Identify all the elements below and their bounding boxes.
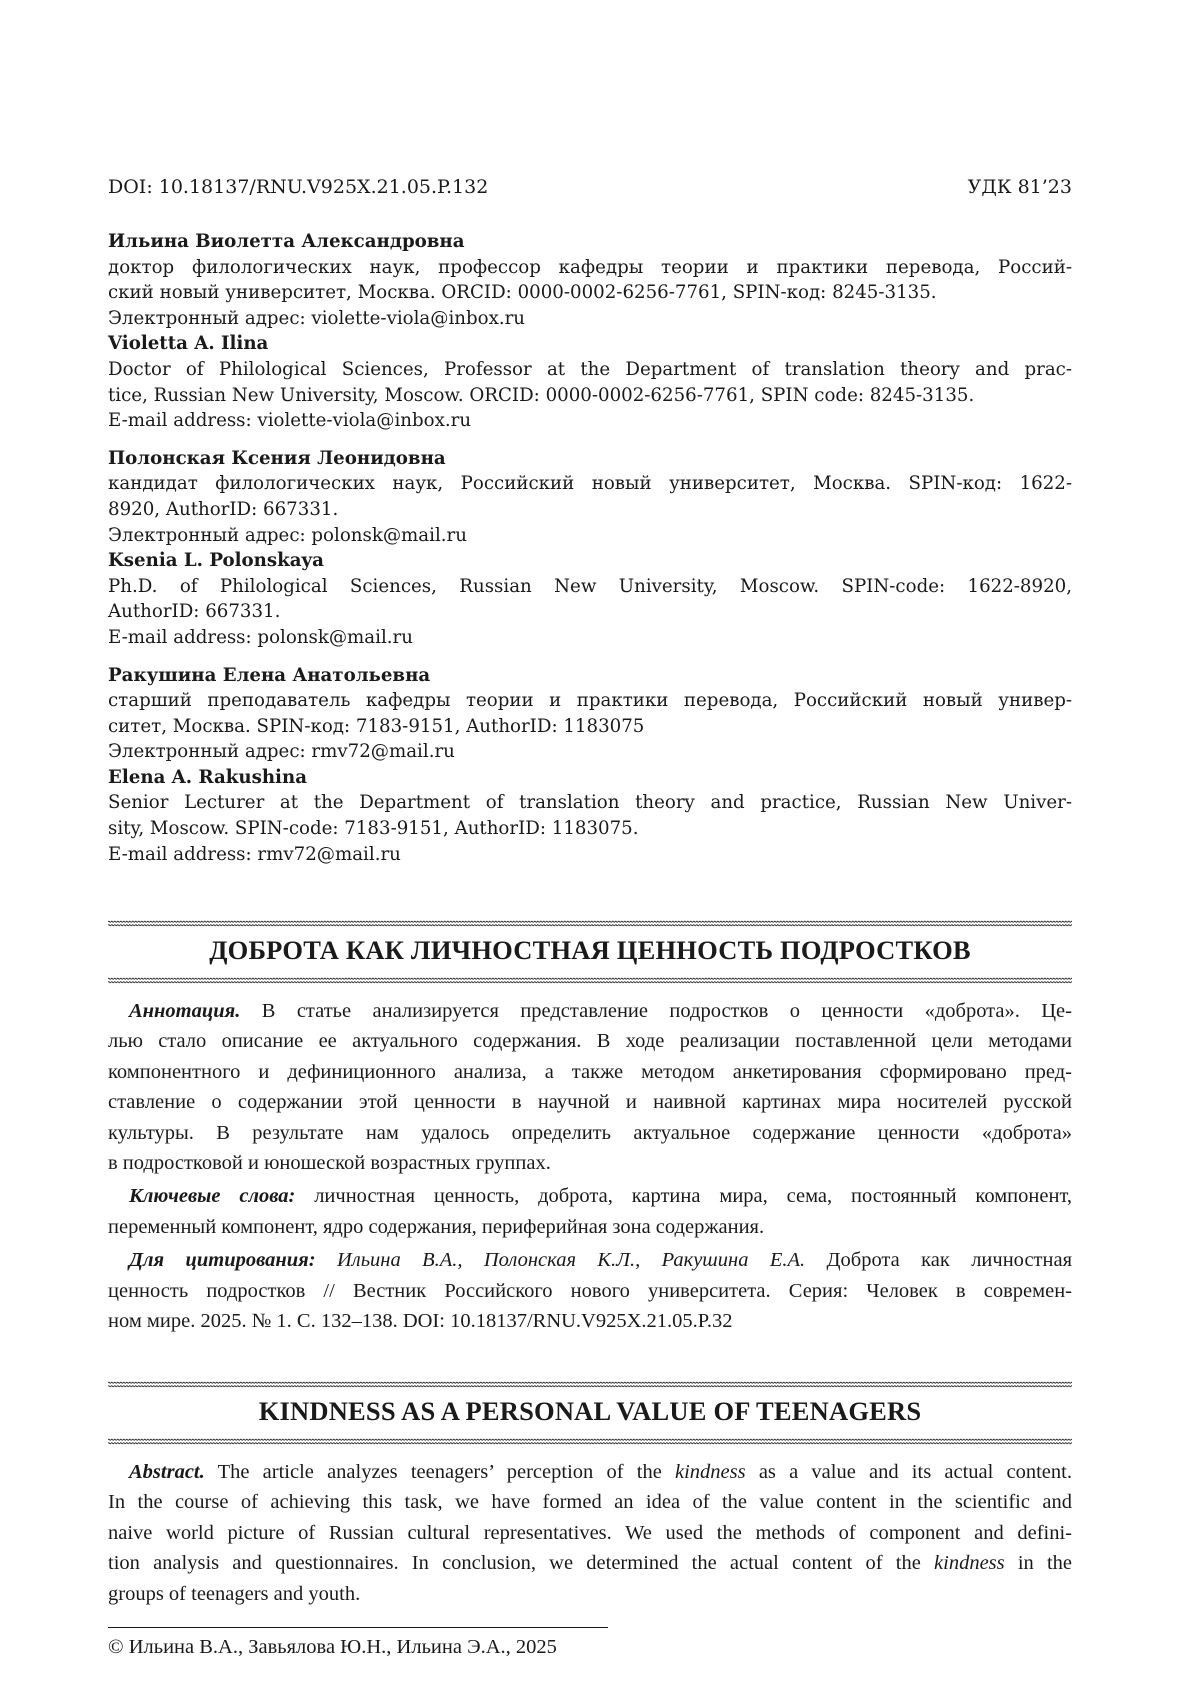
title-rule-bottom-en — [108, 1438, 1072, 1445]
author-affiliation-line: Senior Lecturer at the Department of translation theory and practice, Russian New Univer- — [108, 792, 1072, 814]
author-name-ru: Ильина Виолетта Александровна — [108, 231, 465, 252]
abstract-text: in the — [1004, 1552, 1072, 1575]
author-email: E-mail address: rmv72@mail.ru — [108, 843, 401, 865]
citation-text: Доброта как личностная — [805, 1249, 1073, 1272]
author-name-en: Elena A. Rakushina — [108, 766, 307, 788]
title-rule-top-ru — [108, 920, 1072, 927]
abstract-text: tion analysis and questionnaires. In conclusion, we determined the actual content of the — [108, 1552, 935, 1575]
citation-paragraph — [108, 1245, 1072, 1336]
keywords-label: Ключевые слова: — [129, 1185, 296, 1208]
annotation-paragraph — [108, 996, 1072, 1178]
abstract-term: kindness — [934, 1552, 1005, 1575]
author-email: E-mail address: polonsk@mail.ru — [108, 626, 413, 648]
abstract-line — [108, 1457, 1072, 1487]
author-email: Электронный адрес: polonsk@mail.ru — [108, 524, 467, 546]
author-affiliation-line: Doctor of Philological Sciences, Professor at the Department of translation theory and prac- — [108, 358, 1072, 380]
author-ru-3 — [108, 663, 1072, 765]
keywords-line: переменный компонент, ядро содержания, периферийная зона содержания. — [108, 1215, 765, 1238]
annotation-ru — [108, 996, 1072, 1339]
citation-line: ном мире. 2025. № 1. С. 132–138. DOI: 10.18137/RNU.V925X.21.05.P.32 — [108, 1310, 733, 1333]
author-affiliation-line: sity, Moscow. SPIN-code: 7183-9151, AuthorID: 1183075. — [108, 818, 639, 840]
author-name-ru: Ракушина Елена Анатольевна — [108, 664, 431, 686]
authors-block — [108, 229, 1072, 879]
udk-label: УДК 81’23 — [967, 176, 1072, 198]
author-affiliation-line: ситет, Москва. SPIN-код: 7183-9151, AuthorID: 1183075 — [108, 715, 645, 737]
author-name-en: Violetta A. Ilina — [108, 333, 269, 355]
annotation-line: культуры. В результате нам удалось определить актуальное содержание ценности «доброта» — [108, 1121, 1072, 1144]
author-affiliation-line: ский новый университет, Москва. ORCID: 0000-0002-6256-7761, SPIN-код: 8245-3135. — [108, 282, 937, 304]
annotation-line: ставление о содержании этой ценности в научной и наивной картинах мира носителей русской — [108, 1091, 1072, 1114]
author-name-ru: Полонская Ксения Леонидовна — [108, 447, 446, 469]
abstract-text: The article analyzes teenagers’ perception of the — [204, 1461, 675, 1483]
annotation-line: в подростковой и юношеской возрастных группах. — [108, 1152, 551, 1175]
abstract-label: Abstract. — [129, 1461, 205, 1483]
citation-authors: Ильина В.А., Полонская К.Л., Ракушина Е.А. — [315, 1249, 806, 1272]
keywords-line — [108, 1181, 1072, 1211]
author-en-1 — [108, 331, 1072, 433]
author-email: Электронный адрес: violette-viola@inbox.ru — [108, 307, 526, 329]
abstract-text: as a value and its actual content. — [745, 1461, 1072, 1483]
copyright-note: © Ильина В.А., Завьялова Ю.Н., Ильина Э.А., 2025 — [108, 1636, 557, 1658]
citation-line: ценность подростков // Вестник Российского нового университета. Серия: Человек в современ- — [108, 1279, 1072, 1302]
citation-line — [108, 1245, 1072, 1275]
author-affiliation-line: Ph.D. of Philological Sciences, Russian New University, Moscow. SPIN-code: 1622-8920, — [108, 575, 1072, 597]
title-rule-bottom-ru — [108, 977, 1072, 984]
annotation-label: Аннотация. — [129, 1000, 241, 1022]
abstract-line: naive world picture of Russian cultural representatives. We used the methods of component and defini- — [108, 1521, 1072, 1544]
header-line — [108, 176, 1072, 202]
author-en-3 — [108, 765, 1072, 867]
author-affiliation-line: tice, Russian New University, Moscow. ORCID: 0000-0002-6256-7761, SPIN code: 8245-3135. — [108, 384, 975, 406]
abstract-line — [108, 1548, 1072, 1578]
doi-label: DOI: 10.18137/RNU.V925X.21.05.P.132 — [108, 176, 489, 198]
author-ru-2 — [108, 446, 1072, 548]
annotation-line: компонентного и дефиниционного анализа, а также методом анкетирования сформировано пред- — [108, 1060, 1072, 1083]
author-affiliation-line: старший преподаватель кафедры теории и практики перевода, Российский новый универ- — [108, 690, 1072, 712]
article-title-en: KINDNESS AS A PERSONAL VALUE OF TEENAGERS — [258, 1396, 922, 1426]
author-affiliation-line: кандидат филологических наук, Российский новый университет, Москва. SPIN-код: 1622- — [108, 473, 1072, 495]
author-affiliation-line: 8920, AuthorID: 667331. — [108, 498, 339, 520]
annotation-line — [108, 996, 1072, 1026]
footnote-rule — [108, 1627, 608, 1628]
author-affiliation-line: AuthorID: 667331. — [108, 601, 281, 623]
abstract-line: groups of teenagers and youth. — [108, 1582, 361, 1605]
abstract-en — [108, 1457, 1072, 1612]
abstract-line: In the course of achieving this task, we have formed an idea of the value content in the scientific and — [108, 1491, 1072, 1514]
author-email: Электронный адрес: rmv72@mail.ru — [108, 741, 455, 763]
annotation-text: В статье анализируется представление подростков о ценности «доброта». Це- — [240, 1000, 1072, 1022]
author-affiliation-line: доктор филологических наук, профессор кафедры теории и практики перевода, Россий- — [108, 256, 1072, 278]
abstract-term: kindness — [675, 1461, 746, 1483]
author-email: E-mail address: violette-viola@inbox.ru — [108, 410, 472, 432]
annotation-line: лью стало описание ее актуального содержания. В ходе реализации поставленной цели методами — [108, 1030, 1072, 1053]
author-ru-1 — [108, 229, 1072, 331]
title-rule-top-en — [108, 1381, 1072, 1388]
author-en-2 — [108, 548, 1072, 650]
abstract-paragraph — [108, 1457, 1072, 1609]
keywords-paragraph — [108, 1181, 1072, 1242]
article-title-ru: ДОБРОТА КАК ЛИЧНОСТНАЯ ЦЕННОСТЬ ПОДРОСТКОВ — [209, 935, 971, 965]
author-name-en: Ksenia L. Polonskaya — [108, 550, 324, 572]
keywords-text: личностная ценность, доброта, картина мира, сема, постоянный компонент, — [295, 1185, 1072, 1208]
citation-label: Для цитирования: — [129, 1249, 316, 1272]
